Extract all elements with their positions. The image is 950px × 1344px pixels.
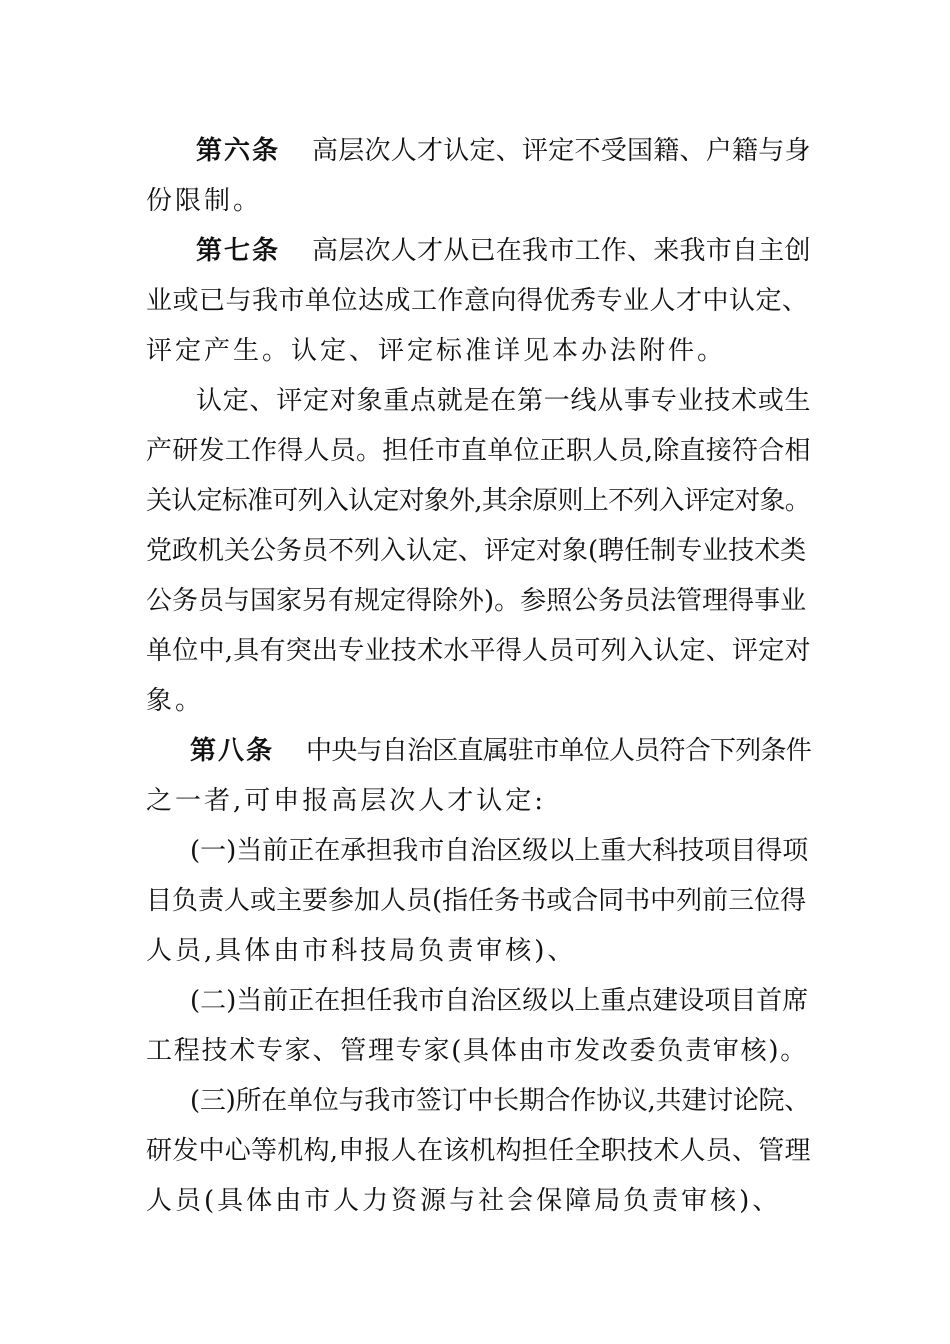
article-6-first-line xyxy=(196,135,811,167)
item-2-line-1: (二)当前正在担任我市自治区级以上重点建设项目首席 xyxy=(190,986,809,1016)
item-3-line-2: 研发中心等机构,申报人在该机构担任全职技术人员、管理 xyxy=(146,1136,811,1166)
article-7-heading: 第七条 xyxy=(196,236,281,266)
paragraph-line: 认定、评定对象重点就是在第一线从事专业技术或生 xyxy=(196,386,812,416)
item-3-line-1: (三)所在单位与我市签订中长期合作协议,共建讨论院、 xyxy=(190,1086,811,1116)
article-6-text: 高层次人才认定、评定不受国籍、户籍与身 xyxy=(312,136,811,166)
paragraph-line: 单位中,具有突出专业技术水平得人员可列入认定、评定对 xyxy=(146,636,811,666)
paragraph-line: 公务员与国家另有规定得除外)。参照公务员法管理得事业 xyxy=(146,586,807,616)
article-7-line-3: 评定产生。认定、评定标准详见本办法附件。 xyxy=(146,336,727,366)
article-7-first-line xyxy=(196,235,811,267)
article-6-continuation: 份限制。 xyxy=(146,186,263,216)
article-6-heading: 第六条 xyxy=(196,136,281,166)
paragraph-line: 产研发工作得人员。担任市直单位正职人员,除直接符合相 xyxy=(146,436,811,466)
article-7-text: 高层次人才从已在我市工作、来我市自主创 xyxy=(312,236,811,266)
article-8-heading: 第八条 xyxy=(190,736,275,766)
article-8-continuation: 之一者,可申报高层次人才认定: xyxy=(146,786,547,816)
item-1-line-1: (一)当前正在承担我市自治区级以上重大科技项目得项 xyxy=(190,836,809,866)
paragraph-line: 党政机关公务员不列入认定、评定对象(聘任制专业技术类 xyxy=(146,536,807,566)
item-1-line-2: 目负责人或主要参加人员(指任务书或合同书中列前三位得 xyxy=(146,886,807,916)
article-7-line-2: 业或已与我市单位达成工作意向得优秀专业人才中认定、 xyxy=(146,286,809,316)
article-8-text: 中央与自治区直属驻市单位人员符合下列条件 xyxy=(306,736,812,766)
paragraph-line: 关认定标准可列入认定对象外,其余原则上不列入评定对象。 xyxy=(146,486,811,516)
paragraph-line: 象。 xyxy=(146,686,205,716)
item-1-line-3: 人员,具体由市科技局负责审核)、 xyxy=(146,936,577,966)
item-3-line-3: 人员(具体由市人力资源与社会保障局负责审核)、 xyxy=(146,1186,782,1216)
item-2-line-2: 工程技术专家、管理专家(具体由市发改委负责审核)。 xyxy=(146,1036,809,1066)
article-8-first-line xyxy=(190,735,811,767)
